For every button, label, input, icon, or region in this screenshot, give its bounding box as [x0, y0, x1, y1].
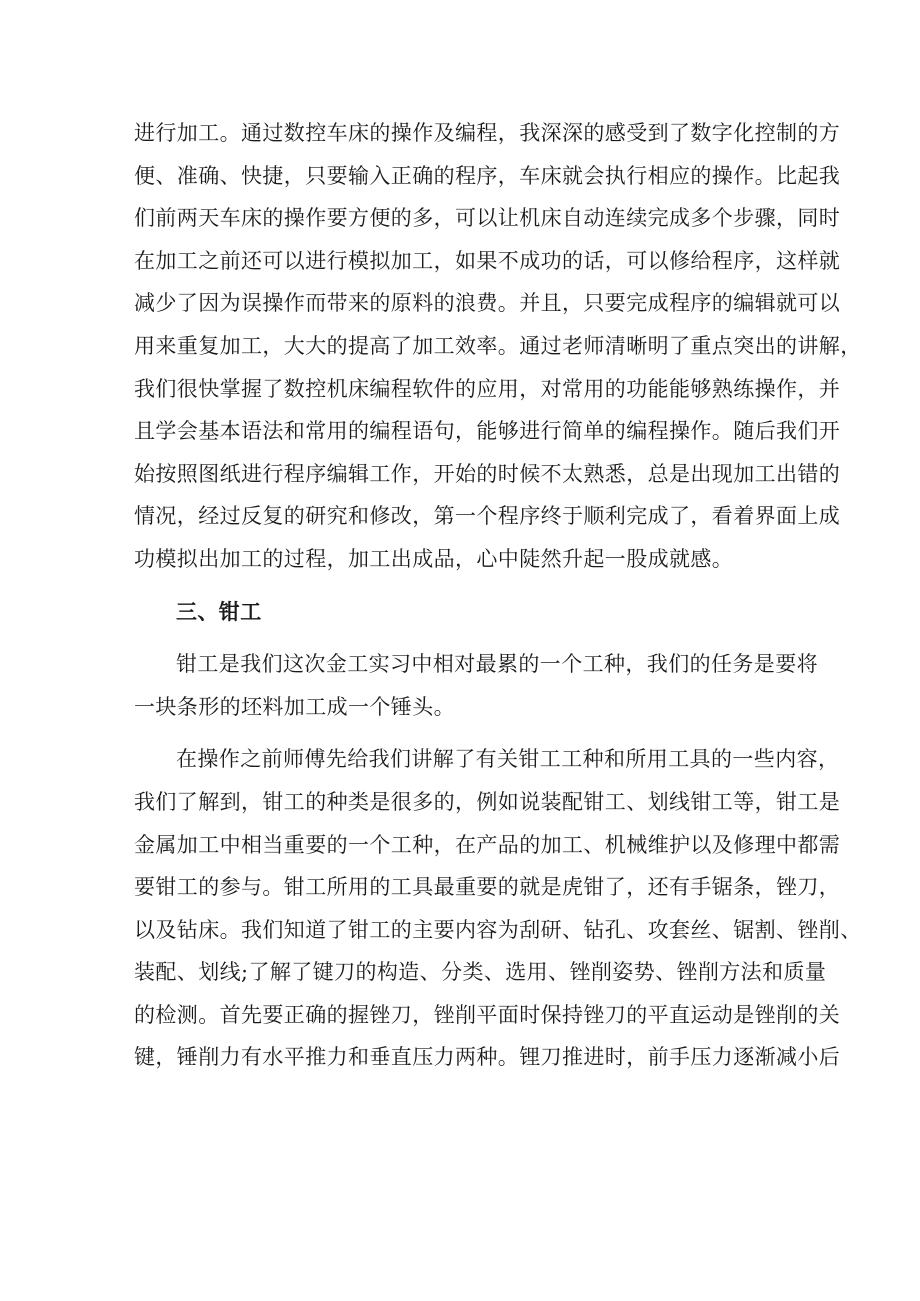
text-line: 进行加工。通过数控车床的操作及编程，我深深的感受到了数字化控制的方 — [134, 121, 841, 145]
text-line: 要钳工的参与。钳工所用的工具最重要的就是虎钳了，还有手锯条，锉刀， — [134, 875, 841, 900]
text-line: 始按照图纸进行程序编辑工作，开始的时候不太熟悉，总是出现加工出错的 — [134, 461, 841, 486]
text-line: 且学会基本语法和常用的编程语句，能够进行简单的编程操作。随后我们开 — [134, 419, 841, 444]
text-line: 情况，经过反复的研究和修改，第一个程序终于顺利完成了，看着界面上成 — [134, 504, 841, 529]
text-line: 以及钻床。我们知道了钳工的主要内容为刮研、钻孔、攻套丝、锯割、锉削、 — [134, 917, 862, 942]
text-line: 减少了因为误操作而带来的原料的浪费。并且，只要完成程序的编辑就可以 — [134, 291, 841, 316]
text-line: 我们了解到，钳工的种类是很多的，例如说装配钳工、划线钳工等，钳工是 — [134, 789, 841, 814]
text-line: 金属加工中相当重要的一个工种，在产品的加工、机械维护以及修理中都需 — [134, 832, 841, 857]
paragraph-cnc-programming — [134, 112, 862, 581]
text-line: 的检测。首先要正确的握锉刀，锉削平面时保持锉刀的平直运动是锉削的关 — [134, 1002, 841, 1027]
document-body — [134, 112, 862, 1079]
text-line: 在操作之前师傅先给我们讲解了有关钳工工种和所用工具的一些内容， — [176, 747, 840, 772]
section-heading: 三、钳工 — [176, 598, 262, 624]
text-line: 我们很快掌握了数控机床编程软件的应用，对常用的功能能够熟练操作，并 — [134, 376, 841, 401]
text-line: 用来重复加工，大大的提高了加工效率。通过老师清晰明了重点突出的讲解， — [134, 333, 862, 358]
text-line: 一块条形的坯料加工成一个锤头。 — [134, 694, 455, 719]
text-line: 钳工是我们这次金工实习中相对最累的一个工种，我们的任务是要将 — [176, 652, 818, 677]
paragraph-fitter-intro — [134, 643, 818, 728]
text-line: 键，锤削力有水平推力和垂直压力两种。锂刀推进时，前手压力逐渐减小后 — [134, 1045, 841, 1070]
text-line: 便、准确、快捷，只要输入正确的程序，车床就会执行相应的操作。比起我 — [134, 163, 841, 188]
text-line: 们前两天车床的操作要方便的多，可以让机床自动连续完成多个步骤，同时 — [134, 206, 841, 231]
text-line: 装配、划线;了解了键刀的构造、分类、选用、锉削姿势、锉削方法和质量 — [134, 960, 827, 985]
paragraph-fitter-details — [134, 738, 862, 1079]
text-line: 功模拟出加工的过程，加工出成品，心中陡然升起一股成就感。 — [134, 546, 734, 571]
text-line: 在加工之前还可以进行模拟加工，如果不成功的话，可以修给程序，这样就 — [134, 248, 841, 273]
